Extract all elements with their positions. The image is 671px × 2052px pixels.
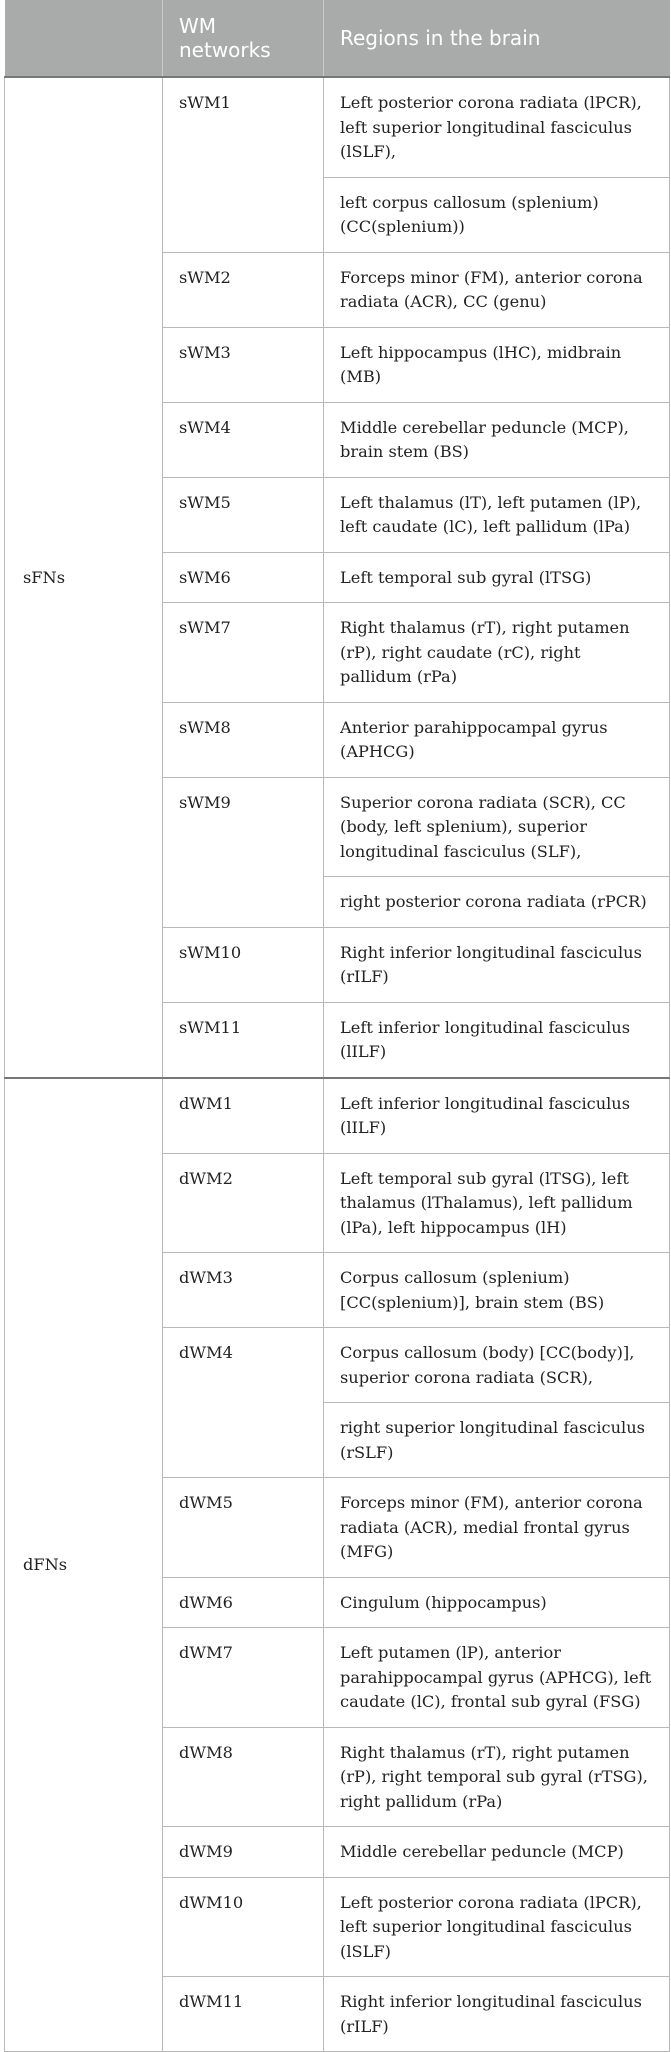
network-cell: dWM9 bbox=[163, 1827, 324, 1878]
header-row bbox=[5, 0, 670, 77]
regions-cell: Left inferior longitudinal fasciculus (lILF) bbox=[324, 1002, 670, 1078]
regions-cell: Right thalamus (rT), right putamen (rP), right caudate (rC), right pallidum (rPa) bbox=[324, 603, 670, 703]
network-cell: dWM11 bbox=[163, 1977, 324, 2052]
network-cell: dWM7 bbox=[163, 1628, 324, 1728]
regions-cell: Forceps minor (FM), anterior corona radiata (ACR), medial frontal gyrus (MFG) bbox=[324, 1478, 670, 1578]
regions-cell: Right inferior longitudinal fasciculus (rILF) bbox=[324, 1977, 670, 2052]
table-row bbox=[5, 1078, 670, 1154]
header-wm-networks: WM networks bbox=[163, 0, 324, 77]
wm-networks-table bbox=[4, 0, 670, 2052]
regions-cell: Cingulum (hippocampus) bbox=[324, 1577, 670, 1628]
network-cell: sWM1 bbox=[163, 77, 324, 252]
regions-cell: Left temporal sub gyral (lTSG), left thalamus (lThalamus), left pallidum (lPa), left hippocampus (lH) bbox=[324, 1153, 670, 1253]
regions-cell: Corpus callosum (splenium) [CC(splenium)], brain stem (BS) bbox=[324, 1253, 670, 1328]
regions-cell: Right thalamus (rT), right putamen (rP), right temporal sub gyral (rTSG), right pallidum (rPa) bbox=[324, 1727, 670, 1827]
header-regions: Regions in the brain bbox=[324, 0, 670, 77]
network-cell: dWM5 bbox=[163, 1478, 324, 1578]
network-cell: dWM1 bbox=[163, 1078, 324, 1154]
table-row bbox=[5, 77, 670, 177]
regions-cell: Superior corona radiata (SCR), CC (body, left splenium), superior longitudinal fasciculus (SLF), bbox=[324, 777, 670, 877]
network-cell: sWM10 bbox=[163, 927, 324, 1002]
regions-cell: Left hippocampus (lHC), midbrain (MB) bbox=[324, 327, 670, 402]
network-cell: dWM6 bbox=[163, 1577, 324, 1628]
regions-cell: Left putamen (lP), anterior parahippocampal gyrus (APHCG), left caudate (lC), frontal sub gyral (FSG) bbox=[324, 1628, 670, 1728]
regions-cell: Right inferior longitudinal fasciculus (rILF) bbox=[324, 927, 670, 1002]
regions-cell: Forceps minor (FM), anterior corona radiata (ACR), CC (genu) bbox=[324, 252, 670, 327]
regions-cell: Left inferior longitudinal fasciculus (lILF) bbox=[324, 1078, 670, 1154]
network-cell: sWM9 bbox=[163, 777, 324, 927]
network-cell: dWM8 bbox=[163, 1727, 324, 1827]
network-cell: dWM3 bbox=[163, 1253, 324, 1328]
network-cell: sWM8 bbox=[163, 702, 324, 777]
network-cell: dWM4 bbox=[163, 1328, 324, 1478]
network-cell: sWM3 bbox=[163, 327, 324, 402]
network-cell: sWM7 bbox=[163, 603, 324, 703]
network-cell: dWM10 bbox=[163, 1877, 324, 1977]
regions-cell: Corpus callosum (body) [CC(body)], superior corona radiata (SCR), bbox=[324, 1328, 670, 1403]
table-header bbox=[5, 0, 670, 77]
regions-cell: left corpus callosum (splenium) (CC(splenium)) bbox=[324, 177, 670, 252]
header-group-cell bbox=[5, 0, 163, 77]
network-cell: sWM5 bbox=[163, 477, 324, 552]
table-body bbox=[5, 77, 670, 2052]
regions-cell: Left posterior corona radiata (lPCR), left superior longitudinal fasciculus (lSLF), bbox=[324, 77, 670, 177]
network-cell: sWM6 bbox=[163, 552, 324, 603]
regions-cell: Middle cerebellar peduncle (MCP) bbox=[324, 1827, 670, 1878]
regions-cell: Left temporal sub gyral (lTSG) bbox=[324, 552, 670, 603]
group-label: dFNs bbox=[5, 1078, 163, 2052]
network-cell: dWM2 bbox=[163, 1153, 324, 1253]
network-cell: sWM4 bbox=[163, 402, 324, 477]
regions-cell: right superior longitudinal fasciculus (rSLF) bbox=[324, 1403, 670, 1478]
group-label: sFNs bbox=[5, 77, 163, 1078]
regions-cell: Left posterior corona radiata (lPCR), left superior longitudinal fasciculus (lSLF) bbox=[324, 1877, 670, 1977]
network-cell: sWM11 bbox=[163, 1002, 324, 1078]
regions-cell: right posterior corona radiata (rPCR) bbox=[324, 877, 670, 928]
regions-cell: Middle cerebellar peduncle (MCP), brain stem (BS) bbox=[324, 402, 670, 477]
network-cell: sWM2 bbox=[163, 252, 324, 327]
regions-cell: Left thalamus (lT), left putamen (lP), left caudate (lC), left pallidum (lPa) bbox=[324, 477, 670, 552]
regions-cell: Anterior parahippocampal gyrus (APHCG) bbox=[324, 702, 670, 777]
